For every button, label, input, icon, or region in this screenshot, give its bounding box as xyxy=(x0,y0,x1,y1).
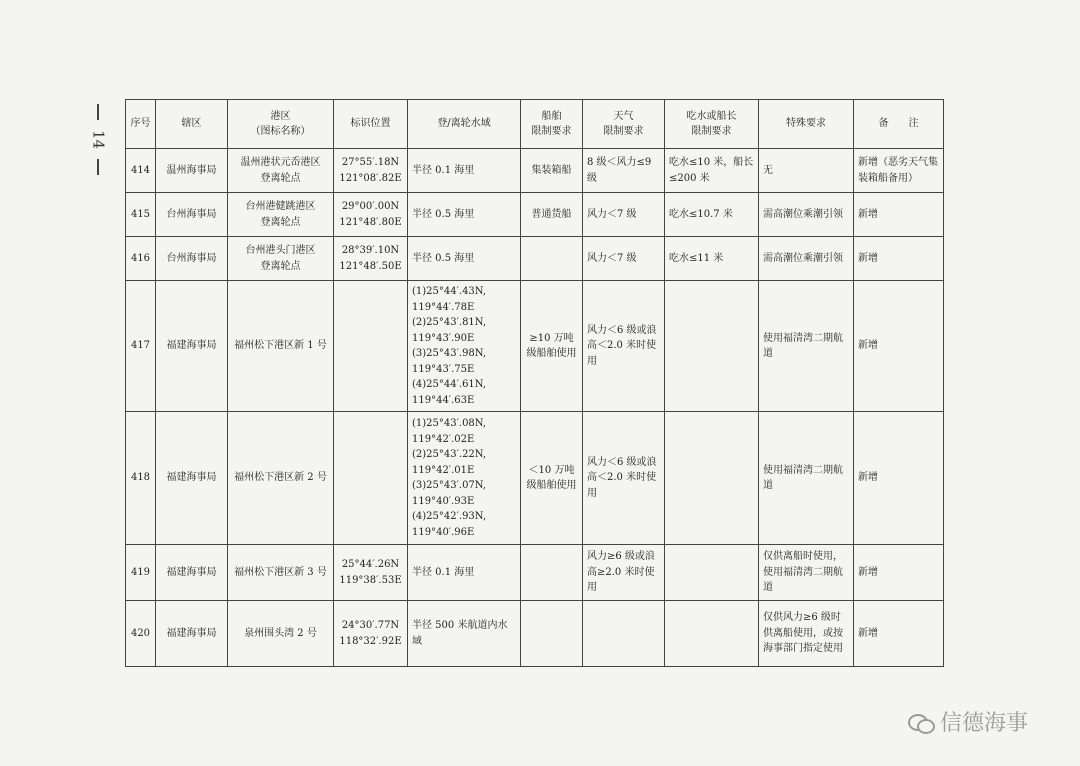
cell-water: 半径 0.5 海里 xyxy=(408,237,521,281)
watermark xyxy=(908,706,1028,737)
cell-port: 台州港健跳港区 登离轮点 xyxy=(228,193,334,237)
cell-ship: 集装箱船 xyxy=(521,149,583,193)
watermark-text: 信德海事 xyxy=(940,711,1029,736)
cell-district: 台州海事局 xyxy=(156,237,228,281)
cell-ship xyxy=(521,545,583,601)
cell-position: 25°44′.26N 119°38′.53E xyxy=(334,545,408,601)
header-position: 标识位置 xyxy=(334,100,408,149)
cell-draft: 吃水≤10.7 米 xyxy=(665,193,759,237)
cell-position: 27°55′.18N 121°08′.82E xyxy=(334,149,408,193)
cell-district: 福建海事局 xyxy=(156,281,228,412)
cell-port: 泉州围头湾 2 号 xyxy=(228,601,334,667)
cell-water: (1)25°44′.43N, 119°44′.78E (2)25°43′.81N, 119°43′.90E (3)25°43′.98N, 119°43′.75E (4)25°44′.61N, 119°44′.63E xyxy=(408,281,521,412)
cell-weather xyxy=(583,601,665,667)
cell-draft xyxy=(665,601,759,667)
cell-special: 需高潮位乘潮引领 xyxy=(759,193,854,237)
cell-remark: 新增 xyxy=(854,545,944,601)
cell-special: 仅供离船时使用，使用福清湾二期航道 xyxy=(759,545,854,601)
cell-remark: 新增（恶劣天气集装箱船备用） xyxy=(854,149,944,193)
cell-weather: 风力＜6 级或浪高＜2.0 米时使用 xyxy=(583,412,665,545)
cell-port: 台州港头门港区 登离轮点 xyxy=(228,237,334,281)
cell-special: 使用福清湾二期航道 xyxy=(759,281,854,412)
cell-district: 福建海事局 xyxy=(156,545,228,601)
cell-special: 无 xyxy=(759,149,854,193)
header-district: 辖区 xyxy=(156,100,228,149)
page-dash-top xyxy=(97,104,99,120)
cell-port: 温州港状元岙港区 登离轮点 xyxy=(228,149,334,193)
cell-ship xyxy=(521,601,583,667)
cell-draft: 吃水≤10 米，船长≤200 米 xyxy=(665,149,759,193)
cell-special: 使用福清湾二期航道 xyxy=(759,412,854,545)
cell-ship xyxy=(521,237,583,281)
cell-no: 416 xyxy=(126,237,156,281)
cell-district: 福建海事局 xyxy=(156,412,228,545)
header-port: 港区 （图标名称） xyxy=(228,100,334,149)
cell-draft xyxy=(665,412,759,545)
cell-ship: ＜10 万吨级船舶使用 xyxy=(521,412,583,545)
cell-water: 半径 0.1 海里 xyxy=(408,545,521,601)
header-no: 序号 xyxy=(126,100,156,149)
cell-water: 半径 0.1 海里 xyxy=(408,149,521,193)
cell-weather: 风力＜7 级 xyxy=(583,193,665,237)
table-row xyxy=(126,601,944,667)
cell-no: 417 xyxy=(126,281,156,412)
cell-draft xyxy=(665,545,759,601)
page-dash-bottom xyxy=(97,159,99,175)
cell-position xyxy=(334,281,408,412)
cell-port: 福州松下港区新 3 号 xyxy=(228,545,334,601)
cell-remark: 新增 xyxy=(854,601,944,667)
cell-remark: 新增 xyxy=(854,412,944,545)
cell-ship: 普通货船 xyxy=(521,193,583,237)
cell-water: 半径 0.5 海里 xyxy=(408,193,521,237)
cell-district: 台州海事局 xyxy=(156,193,228,237)
cell-remark: 新增 xyxy=(854,281,944,412)
cell-weather: 风力＜7 级 xyxy=(583,237,665,281)
cell-special: 需高潮位乘潮引领 xyxy=(759,237,854,281)
table-row xyxy=(126,149,944,193)
cell-position: 28°39′.10N 121°48′.50E xyxy=(334,237,408,281)
header-water: 登/离轮水域 xyxy=(408,100,521,149)
cell-ship: ≥10 万吨级船舶使用 xyxy=(521,281,583,412)
cell-special: 仅供风力≥6 级时供离船使用，或按海事部门指定使用 xyxy=(759,601,854,667)
cell-draft xyxy=(665,281,759,412)
cell-position: 29°00′.00N 121°48′.80E xyxy=(334,193,408,237)
page-number xyxy=(88,100,108,179)
wechat-icon xyxy=(908,712,934,732)
header-remark: 备 注 xyxy=(854,100,944,149)
cell-weather: 8 级＜风力≤9 级 xyxy=(583,149,665,193)
cell-no: 415 xyxy=(126,193,156,237)
header-special: 特殊要求 xyxy=(759,100,854,149)
boarding-points-table xyxy=(125,99,944,667)
table-header-row xyxy=(126,100,944,149)
header-weather: 天气 限制要求 xyxy=(583,100,665,149)
cell-weather: 风力＜6 级或浪高＜2.0 米时使用 xyxy=(583,281,665,412)
cell-no: 420 xyxy=(126,601,156,667)
cell-draft: 吃水≤11 米 xyxy=(665,237,759,281)
cell-remark: 新增 xyxy=(854,193,944,237)
cell-district: 温州海事局 xyxy=(156,149,228,193)
cell-port: 福州松下港区新 1 号 xyxy=(228,281,334,412)
cell-no: 419 xyxy=(126,545,156,601)
cell-no: 414 xyxy=(126,149,156,193)
table-row xyxy=(126,412,944,545)
table-row xyxy=(126,545,944,601)
header-ship: 船舶 限制要求 xyxy=(521,100,583,149)
cell-no: 418 xyxy=(126,412,156,545)
cell-district: 福建海事局 xyxy=(156,601,228,667)
cell-remark: 新增 xyxy=(854,237,944,281)
table-row xyxy=(126,281,944,412)
cell-port: 福州松下港区新 2 号 xyxy=(228,412,334,545)
table-row xyxy=(126,193,944,237)
cell-water: 半径 500 米航道内水域 xyxy=(408,601,521,667)
cell-weather: 风力≥6 级或浪高≥2.0 米时使用 xyxy=(583,545,665,601)
cell-position xyxy=(334,412,408,545)
cell-water: (1)25°43′.08N, 119°42′.02E (2)25°43′.22N, 119°42′.01E (3)25°43′.07N, 119°40′.93E (4)25°42′.93N, 119°40′.96E xyxy=(408,412,521,545)
table-row xyxy=(126,237,944,281)
header-draft: 吃水或船长 限制要求 xyxy=(665,100,759,149)
cell-position: 24°30′.77N 118°32′.92E xyxy=(334,601,408,667)
page-number-text: 14 xyxy=(89,130,108,150)
